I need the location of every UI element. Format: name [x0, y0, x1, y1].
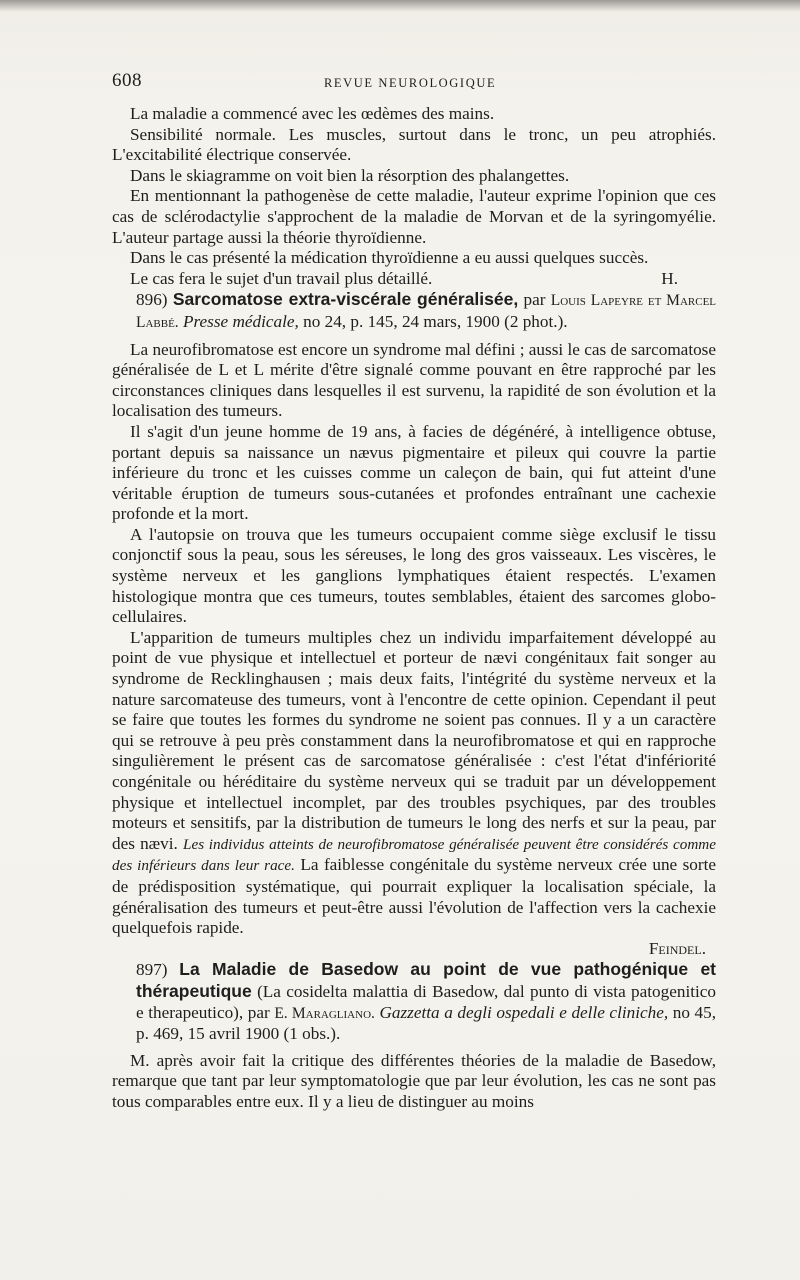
entry-897-heading	[112, 959, 716, 1044]
paragraph: Il s'agit d'un jeune homme de 19 ans, à facies de dégénéré, à intelligence obtuse, portant depuis sa naissance un nævus pigmentaire et pileux qui couvre la partie inférieure du tronc et les cuisses comme un caleçon de bain, qui fut atteint d'une véritable éruption de tumeurs sous-cutanées et profondes entraînant une cachexie profonde et la mort.	[112, 421, 716, 524]
paragraph: Dans le cas présenté la médication thyroïdienne a eu aussi quelques succès.	[130, 248, 649, 268]
paragraph: Le cas fera le sujet d'un travail plus détaillé.	[130, 268, 433, 288]
entry-number: 896)	[136, 290, 168, 310]
entry-number: 897)	[136, 960, 168, 980]
paragraph-text: La faiblesse congénitale du système nerveux crée une sorte de prédisposition systématique, qui pourrait expliquer la localisation spéciale, la généralisation des tumeurs et peut-être aussi l'évolution de l'affection vers la cachexie quelquefois rapide.	[112, 855, 717, 938]
paragraph-text: L'apparition de tumeurs multiples chez un individu imparfaitement développé au point de vue physique et intellectuel et porteur de nævi congénitaux fait songer au syndrome de Recklinghausen ; mais deux faits, l'intégrité du système nerveux et la nature sarcomateuse des tumeurs, vont à l'encontre de cette opinion. Cependant il peut se faire que toutes les formes du syndrome ne soient pas connues. Il y a un caractère qui se retrouve à peu près constamment dans la neurofibromatose et qui en rapproche singulièrement le présent cas de sarcomatose généralisée : c'est l'état d'infériorité congénitale ou héréditaire du système nerveux qui se traduit par un développement physique et intellectuel incomplet, par des troubles psychiques, par des troubles moteurs et sensitifs, par la distribution de tumeurs le long des nerfs et sur la peau, par des nævi.	[112, 627, 716, 853]
paragraph: Dans le skiagramme on voit bien la résorption des phalangettes.	[130, 165, 570, 185]
entry-subtitle: (La cosidelta malattia di Basedow, dal punto di vista patogenitico e therapeutico),	[136, 981, 717, 1022]
journal-name: Gazzetta a degli ospedali e delle cliniche,	[379, 1002, 669, 1022]
paragraph: Sensibilité normale. Les muscles, surtout dans le tronc, un peu atrophiés. L'excitabilité électrique conservée.	[112, 124, 716, 165]
paragraph: La neurofibromatose est encore un syndrome mal défini ; aussi le cas de sarcomatose généralisée de L et L mérite d'être signalé comme pouvant en être rapproché par les circonstances cliniques dans lesquelles il est survenu, la rapidité de son évolution et la localisation des tumeurs.	[112, 339, 716, 421]
paragraph: M. après avoir fait la critique des différentes théories de la maladie de Basedow, remarque que tant par leur symptomatologie que par leur évolution, les cas ne sont pas tous comparables entre eux. Il y a lieu de distinguer au moins	[112, 1050, 716, 1111]
entry-title: Sarcomatose extra-viscérale généralisée,	[172, 289, 519, 310]
page-number: 608	[112, 70, 142, 91]
paragraph	[112, 628, 716, 939]
closing-line	[112, 269, 716, 290]
journal-name: Presse médicale,	[182, 311, 299, 331]
paragraph: La maladie a commencé avec les œdèmes des mains.	[130, 104, 495, 123]
author-signature: Feindel.	[648, 938, 706, 958]
scan-edge	[0, 0, 800, 12]
signature-line	[112, 939, 716, 960]
italic-sentence: Les individus atteints de neurofibromatose généralisée peuvent être considérés comme des inférieurs dans leur race.	[112, 835, 717, 875]
entry-896-heading	[112, 289, 716, 333]
running-title: REVUE NEUROLOGIQUE	[324, 76, 497, 90]
entry-authors: Louis Lapeyre et Marcel Labbé.	[136, 292, 717, 331]
author-signature: H.	[661, 268, 678, 288]
entry-authors: E. Maragliano.	[274, 1004, 375, 1022]
journal-reference: no 24, p. 145, 24 mars, 1900 (2 phot.).	[303, 311, 568, 331]
by-word: par	[247, 1002, 270, 1022]
by-word: par	[523, 290, 546, 310]
paragraph: A l'autopsie on trouva que les tumeurs occupaient comme siège exclusif le tissu conjonctif sous la peau, sous les séreuses, le long des gros vaisseaux. Les viscères, le système nerveux et les ganglions lymphatiques étaient respectés. L'examen histologique montra que ces tumeurs, toutes semblables, étaient des sarcomes globo-cellulaires.	[112, 524, 716, 627]
paragraph: En mentionnant la pathogenèse de cette maladie, l'auteur exprime l'opinion que ces cas de sclérodactylie s'approchent de la maladie de Morvan et de la syringomyélie. L'auteur partage aussi la théorie thyroïdienne.	[112, 186, 716, 247]
page-header	[112, 70, 722, 94]
journal-reference: no 45, p. 469, 15 avril 1900 (1 obs.).	[136, 1002, 716, 1044]
article-body	[112, 104, 716, 1113]
entry-title: La Maladie de Basedow au point de vue pathogénique et thérapeutique	[136, 959, 716, 1001]
